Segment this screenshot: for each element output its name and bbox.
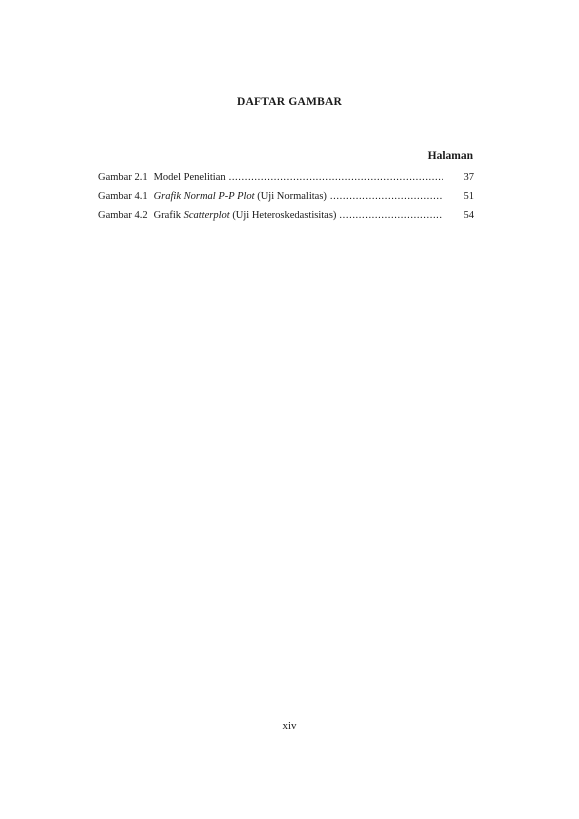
figure-description-part: Model Penelitian bbox=[153, 172, 226, 183]
figure-page-number: 51 bbox=[463, 191, 474, 202]
figure-description-part: Grafik Normal P-P Plot bbox=[153, 191, 255, 202]
list-item bbox=[98, 172, 474, 191]
figure-label: Gambar 4.2 bbox=[98, 210, 148, 221]
list-item bbox=[98, 191, 474, 210]
figure-description-part: Scatterplot bbox=[183, 210, 230, 221]
dot-leader bbox=[330, 191, 443, 202]
dot-leader bbox=[339, 210, 443, 221]
figure-list bbox=[98, 172, 474, 229]
figure-description bbox=[154, 172, 226, 183]
figure-description bbox=[154, 191, 327, 202]
figure-description-part: (Uji Normalitas) bbox=[254, 191, 327, 202]
figure-description-part: Grafik bbox=[153, 210, 184, 221]
dot-leader bbox=[229, 172, 443, 183]
footer-page-number: xiv bbox=[282, 720, 297, 732]
figure-label: Gambar 4.1 bbox=[98, 191, 148, 202]
list-item bbox=[98, 210, 474, 229]
column-header-halaman: Halaman bbox=[427, 150, 473, 162]
page-title: DAFTAR GAMBAR bbox=[237, 96, 342, 108]
figure-label: Gambar 2.1 bbox=[98, 172, 148, 183]
figure-description-part: (Uji Heteroskedastisitas) bbox=[229, 210, 337, 221]
figure-page-number: 54 bbox=[463, 210, 474, 221]
figure-description bbox=[154, 210, 337, 221]
figure-page-number: 37 bbox=[463, 172, 474, 183]
